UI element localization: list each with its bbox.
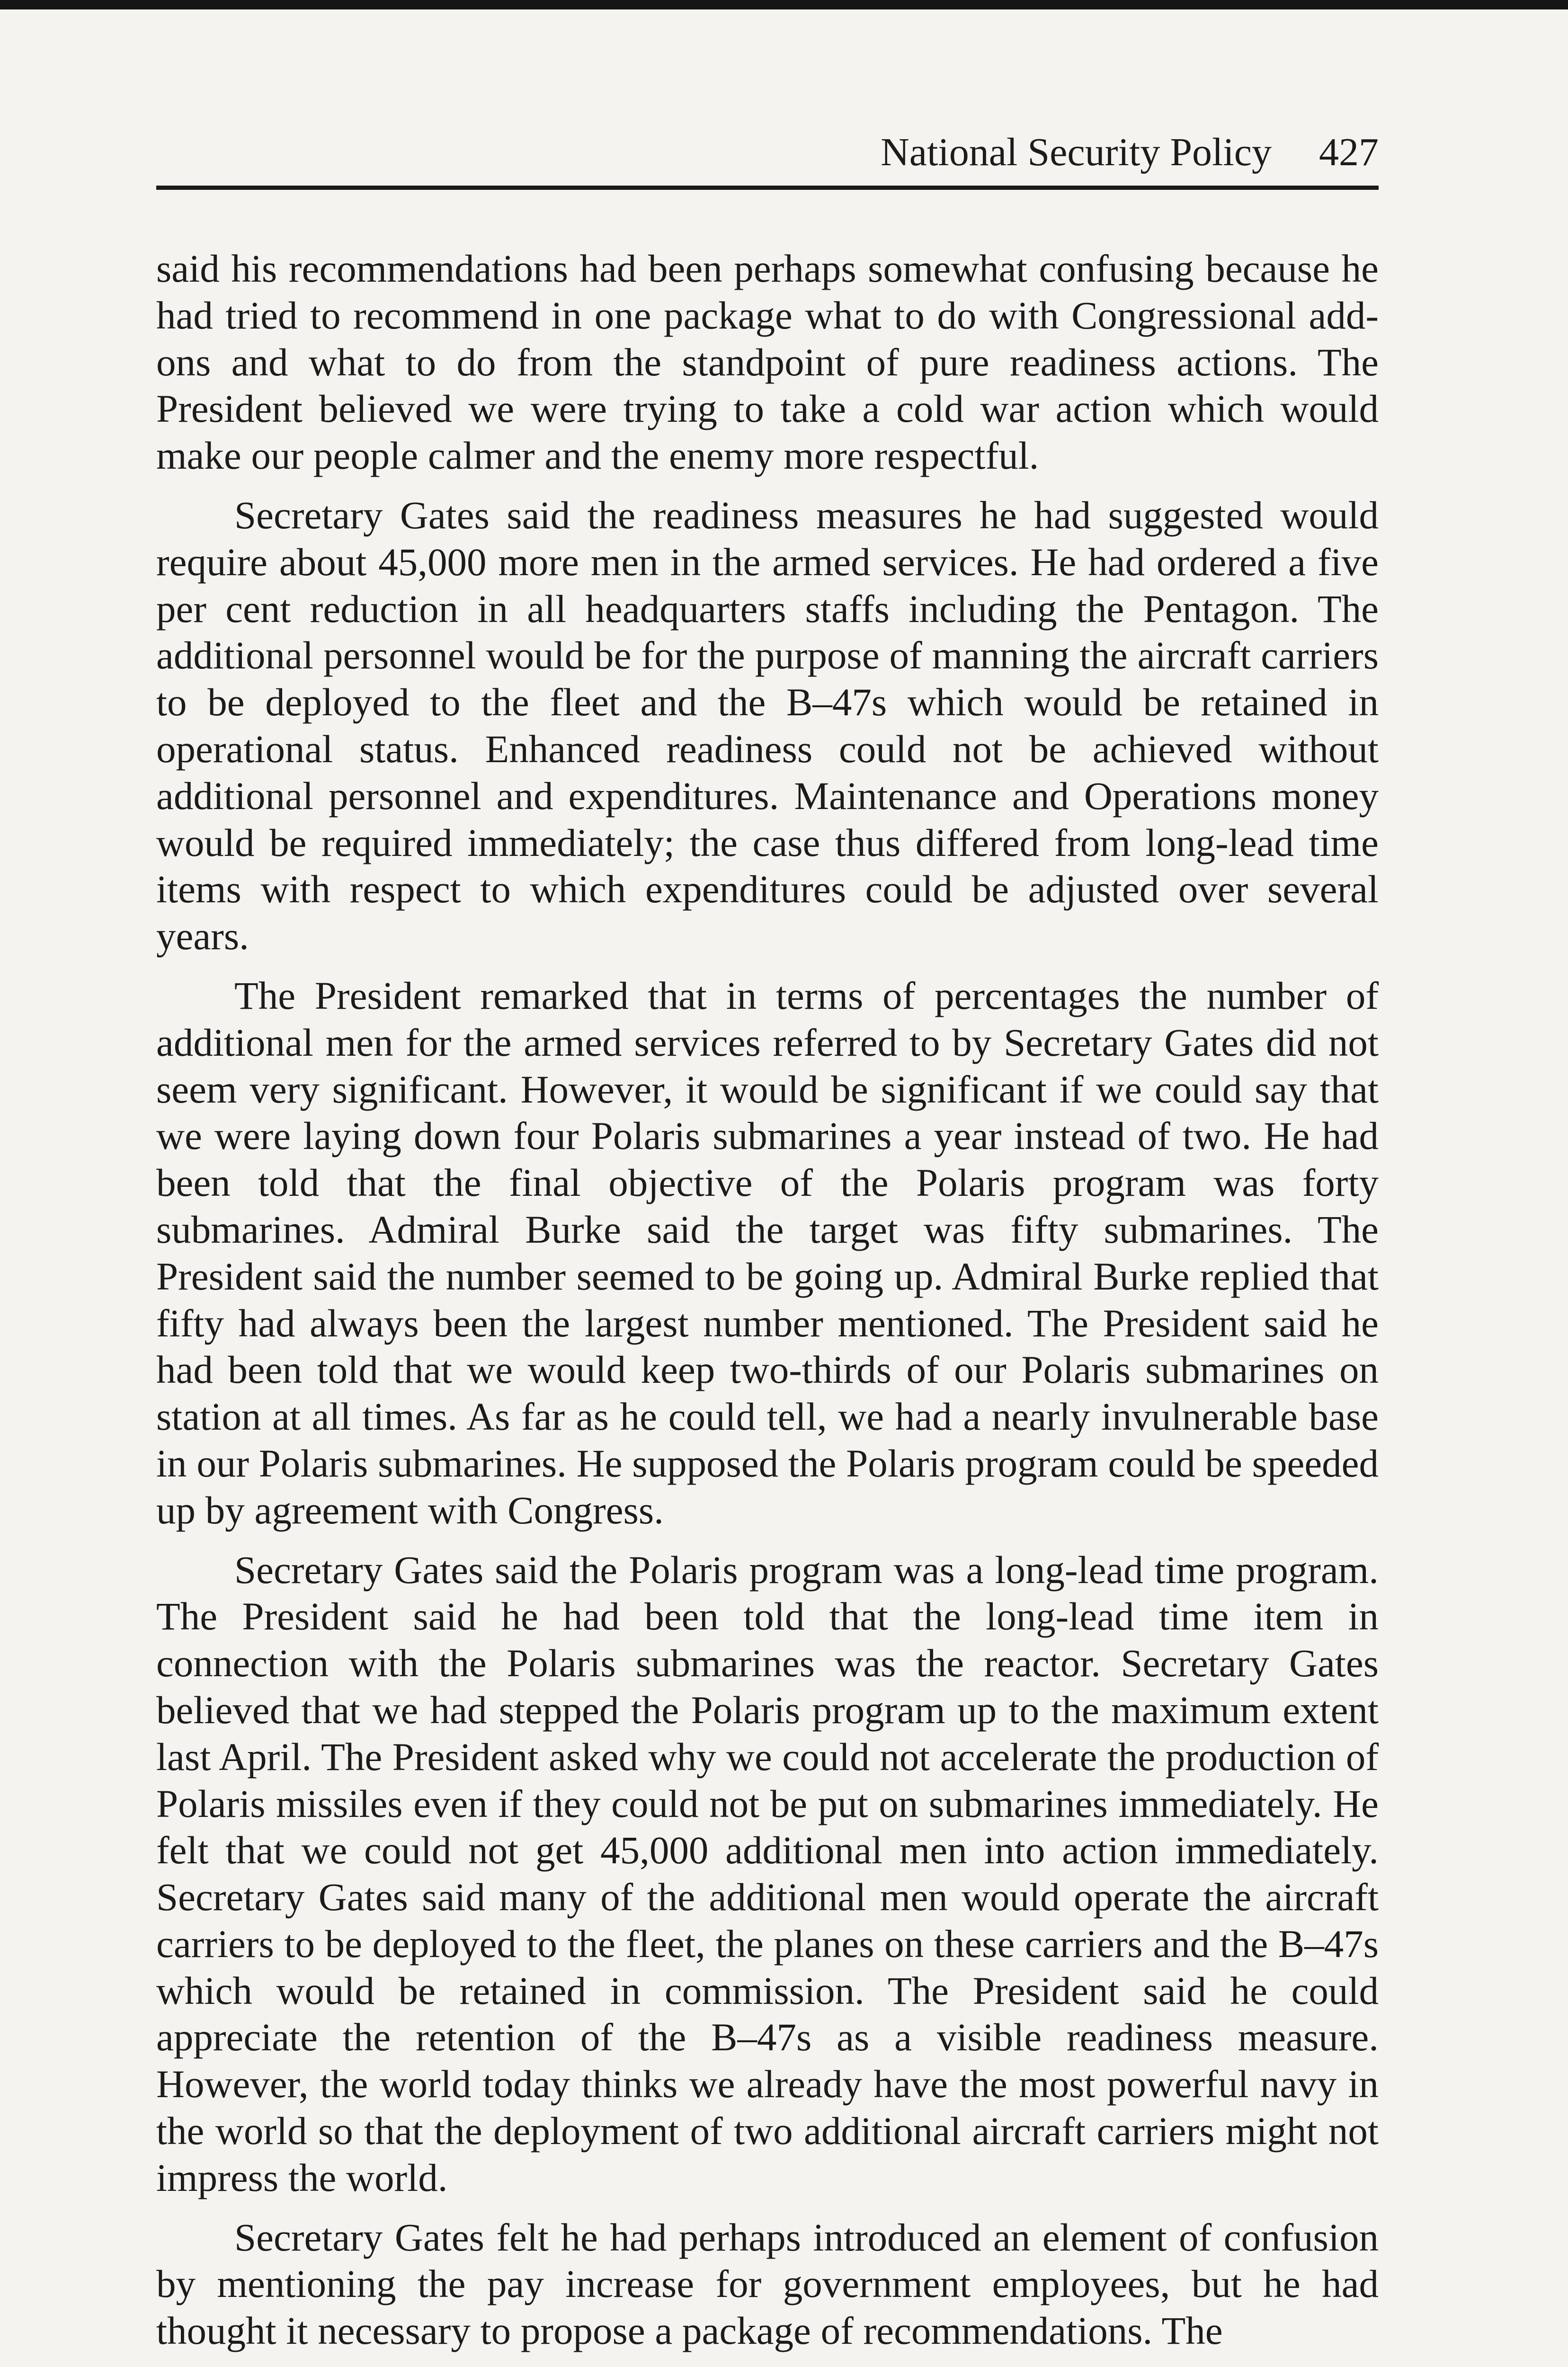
- paragraph-continued: said his recommendations had been perhaps somewhat confusing because he had tried to recommend in one package what to do with Congressional add-ons and what to do from the standpoint of pure readiness actions. The President believed we were trying to take a cold war action which would make our people calmer and the enemy more respectful.: [156, 247, 1379, 478]
- paragraph-pay-increase: Secretary Gates felt he had perhaps introduced an element of confusion by mentioning the pay increase for government employees, but he had thought it necessary to propose a package of recommendations. The: [156, 2215, 1379, 2353]
- paragraph-polaris-submarines: The President remarked that in terms of percentages the number of additional men for the armed services referred to by Secretary Gates did not seem very significant. However, it would be significant if we could say that we were laying down four Polaris submarines a year instead of two. He had been told that the final objective of the Polaris program was forty submarines. Admiral Burke said the target was fifty submarines. The President said the number seemed to be going up. Admiral Burke replied that fifty had always been the largest number mentioned. The President said he had been told that we would keep two-thirds of our Polaris submarines on station at all times. As far as he could tell, we had a nearly invulnerable base in our Polaris submarines. He supposed the Polaris program could be speeded up by agreement with Congress.: [156, 973, 1379, 1532]
- scan-top-edge: [0, 0, 1568, 9]
- paragraph-long-lead-time: Secretary Gates said the Polaris program was a long-lead time program. The President said he had been told that the long-lead time item in connection with the Polaris submarines was the reactor. Secretary Gates believed that we had stepped the Polaris program up to the maximum extent last April. The President asked why we could not accelerate the production of Polaris missiles even if they could not be put on submarines immediately. He felt that we could not get 45,000 additional men into action immediately. Secretary Gates said many of the additional men would operate the aircraft carriers to be deployed to the fleet, the planes on these carriers and the B–47s which would be retained in commission. The President said he could appreciate the retention of the B–47s as a visible readiness measure. However, the world today thinks we already have the most powerful navy in the world so that the deployment of two additional aircraft carriers might not impress the world.: [156, 1548, 1379, 2199]
- running-header: [156, 129, 1379, 176]
- page-number: 427: [1319, 130, 1379, 174]
- header-rule: [156, 186, 1379, 190]
- running-title: National Security Policy: [881, 130, 1272, 174]
- paragraph-readiness-measures: Secretary Gates said the readiness measures he had suggested would require about 45,000 more men in the armed services. He had ordered a five per cent reduction in all headquarters staffs including the Pentagon. The additional personnel would be for the purpose of manning the aircraft carriers to be deployed to the fleet and the B–47s which would be retained in operational status. Enhanced readiness could not be achieved without additional personnel and expenditures. Maintenance and Operations money would be required immediately; the case thus differed from long-lead time items with respect to which expenditures could be adjusted over several years.: [156, 493, 1379, 958]
- body-text: [156, 245, 1379, 2354]
